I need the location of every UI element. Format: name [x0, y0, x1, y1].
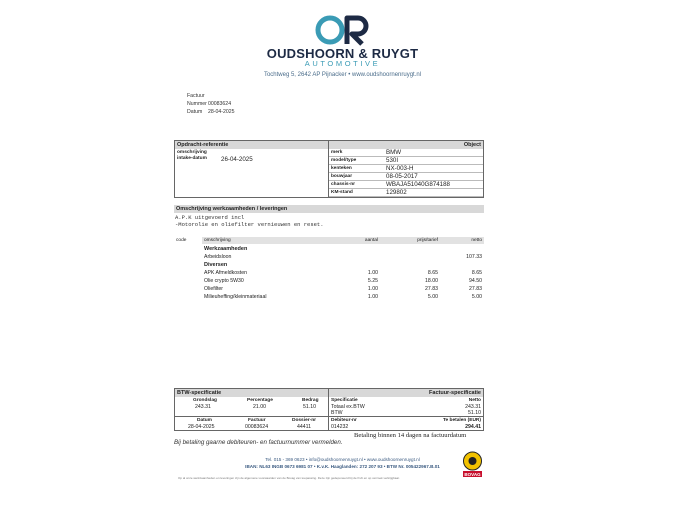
- row-description: APK Afmeldkosten: [204, 270, 247, 276]
- omschrijving-label: omschrijving: [177, 150, 207, 155]
- factuur-spec-header: Factuur-specificatie: [329, 389, 483, 397]
- vehicle-label: model/type: [331, 158, 357, 163]
- datum-value: 28-04-2025: [188, 424, 215, 430]
- grondslag-label: Grondslag: [193, 398, 217, 403]
- vehicle-value: BMW: [386, 149, 402, 156]
- col-aantal: aantal: [364, 238, 378, 243]
- vehicle-row: [329, 189, 483, 197]
- company-name: OUDSHOORN & RUYGT: [266, 46, 419, 61]
- row-price: 5.00: [427, 294, 438, 300]
- row-description: Diversen: [204, 262, 228, 268]
- bedrag-label: Bedrag: [302, 398, 319, 403]
- row-description: Milieuheffing/kleinmateriaal: [204, 294, 267, 300]
- totaal-ex-btw-label: Totaal ex.BTW: [331, 404, 365, 410]
- invoice-date-row: [187, 108, 235, 116]
- vehicle-label: kenteken: [331, 166, 352, 171]
- vehicle-details: [329, 149, 483, 197]
- vehicle-row: [329, 157, 483, 165]
- vehicle-label: merk: [331, 150, 343, 155]
- percentage-value: 21.00: [253, 404, 266, 410]
- vehicle-value: NX-003-H: [386, 165, 414, 172]
- col-code: code: [176, 238, 187, 243]
- table-row: [174, 269, 484, 277]
- intake-label: intake-datum: [177, 156, 207, 161]
- invoice-number: 00083624: [208, 101, 232, 107]
- logo-or-icon: [314, 14, 372, 46]
- object-header: Object: [329, 141, 483, 149]
- table-row: [174, 253, 484, 261]
- footer-contact: Tel. 015 - 369 0623 • info@oudshoornenruygt.nl • www.oudshoornenruygt.nl: [265, 457, 420, 462]
- col-prijs: prijs/tarief: [417, 238, 438, 243]
- dossier-label: Dossier-nr: [292, 418, 316, 423]
- table-row: [174, 261, 484, 269]
- row-description: Olie crypto 5W30: [204, 278, 244, 284]
- payment-notice: Bij betaling gaarne debiteuren- en factuurnummer vermelden.: [174, 439, 343, 446]
- row-quantity: 1.00: [367, 286, 378, 292]
- work-description: [175, 214, 324, 228]
- reference-header: Opdracht-referentie: [175, 141, 328, 149]
- netto-label: Netto: [468, 398, 481, 403]
- factuur-value: 00083624: [245, 424, 269, 430]
- vehicle-value: 530I: [386, 157, 399, 164]
- table-header-background: [202, 237, 484, 244]
- row-price: 27.83: [425, 286, 438, 292]
- te-betalen-value: 294.41: [465, 424, 481, 430]
- row-net: 107.33: [466, 254, 482, 260]
- row-description: Werkzaamheden: [204, 246, 248, 252]
- invoice-date: 28-04-2025: [208, 109, 235, 115]
- row-net: 8.65: [471, 270, 482, 276]
- btw-header: BTW-specificatie: [175, 389, 328, 397]
- row-price: 8.65: [427, 270, 438, 276]
- col-omschrijving: omschrijving: [204, 238, 231, 243]
- datum-label: Datum: [197, 418, 212, 423]
- row-quantity: 1.00: [367, 270, 378, 276]
- percentage-label: Percentage: [247, 398, 273, 403]
- vehicle-label: bouwjaar: [331, 174, 353, 179]
- table-row: [174, 293, 484, 301]
- company-logo: [0, 14, 685, 46]
- lines-table-header: [174, 237, 484, 244]
- row-net: 94.50: [469, 278, 482, 284]
- vehicle-row: [329, 181, 483, 189]
- company-tagline: AUTOMOTIVE: [304, 59, 381, 68]
- reference-box: [174, 140, 484, 198]
- invoice-meta: [187, 92, 235, 116]
- intake-date: 26-04-2025: [221, 156, 253, 163]
- btw-label: BTW: [331, 410, 343, 416]
- invoice-number-label: Nummer: [187, 101, 207, 107]
- vehicle-row: [329, 165, 483, 173]
- vehicle-value: 08-05-2017: [386, 173, 418, 180]
- vehicle-value: WBAJA51040G874188: [386, 181, 450, 188]
- btw-specification: [174, 388, 329, 431]
- object-right: [329, 141, 483, 197]
- row-price: 18.00: [425, 278, 438, 284]
- payment-terms: Betaling binnen 14 dagen na factuurdatum: [354, 432, 467, 439]
- vehicle-row: [329, 149, 483, 157]
- bedrag-value: 51.10: [303, 404, 316, 410]
- row-description: Oliefilter: [204, 286, 224, 292]
- row-quantity: 1.00: [367, 294, 378, 300]
- dossier-value: 44411: [297, 424, 312, 430]
- row-quantity: 5.25: [367, 278, 378, 284]
- totaal-ex-btw-value: 243.31: [465, 404, 481, 410]
- vehicle-value: 129802: [386, 189, 407, 196]
- reference-left: [175, 141, 329, 197]
- vehicle-label: KM-stand: [331, 190, 353, 195]
- vehicle-label: chassis-nr: [331, 182, 355, 187]
- table-row: [174, 285, 484, 293]
- footer-bank: IBAN: NL63 INGB 0673 6981 07 • K.v.K. Haaglanden: 272 207 93 • BTW Nr. 005422967.B.01: [245, 464, 440, 469]
- work-line: -Motorolie en oliefilter vernieuwen en reset.: [175, 221, 324, 228]
- spec-label: Specificatie: [331, 398, 358, 403]
- footer-terms: Op al onze werkzaamheden en leveringen zijn de algemene voorwaarden van de Bovag van toepassing. Deze zijn gedeponeerd bij de KvK en op verzoek verkrijgbaar.: [178, 476, 400, 480]
- vehicle-row: [329, 173, 483, 181]
- bovag-badge-icon: [462, 451, 483, 478]
- grondslag-value: 243.31: [195, 404, 211, 410]
- debiteur-value: 014232: [331, 424, 349, 430]
- work-header: Omschrijving werkzaamheden / leveringen: [174, 205, 484, 213]
- debiteur-label: Debiteur-nr: [331, 418, 357, 423]
- te-betalen-label: Te betalen (EUR): [442, 418, 481, 423]
- factuur-label: Factuur: [248, 418, 266, 423]
- company-address: Tochtweg 5, 2642 AP Pijnacker • www.oudshoornenruygt.nl: [263, 72, 422, 78]
- invoice-number-row: [187, 100, 235, 108]
- invoice-title: Factuur: [187, 93, 205, 99]
- invoice-date-label: Datum: [187, 109, 203, 115]
- row-net: 27.83: [469, 286, 482, 292]
- work-line: A.P.K uitgevoerd incl: [175, 214, 245, 221]
- bovag-text: BOVAG: [464, 472, 481, 477]
- row-description: Arbeidsloon: [204, 254, 232, 260]
- row-net: 5.00: [471, 294, 482, 300]
- factuur-specification: [328, 388, 484, 431]
- btw-value: 51.10: [468, 410, 481, 416]
- col-netto: netto: [471, 238, 482, 243]
- table-row: [174, 277, 484, 285]
- table-row: [174, 245, 484, 253]
